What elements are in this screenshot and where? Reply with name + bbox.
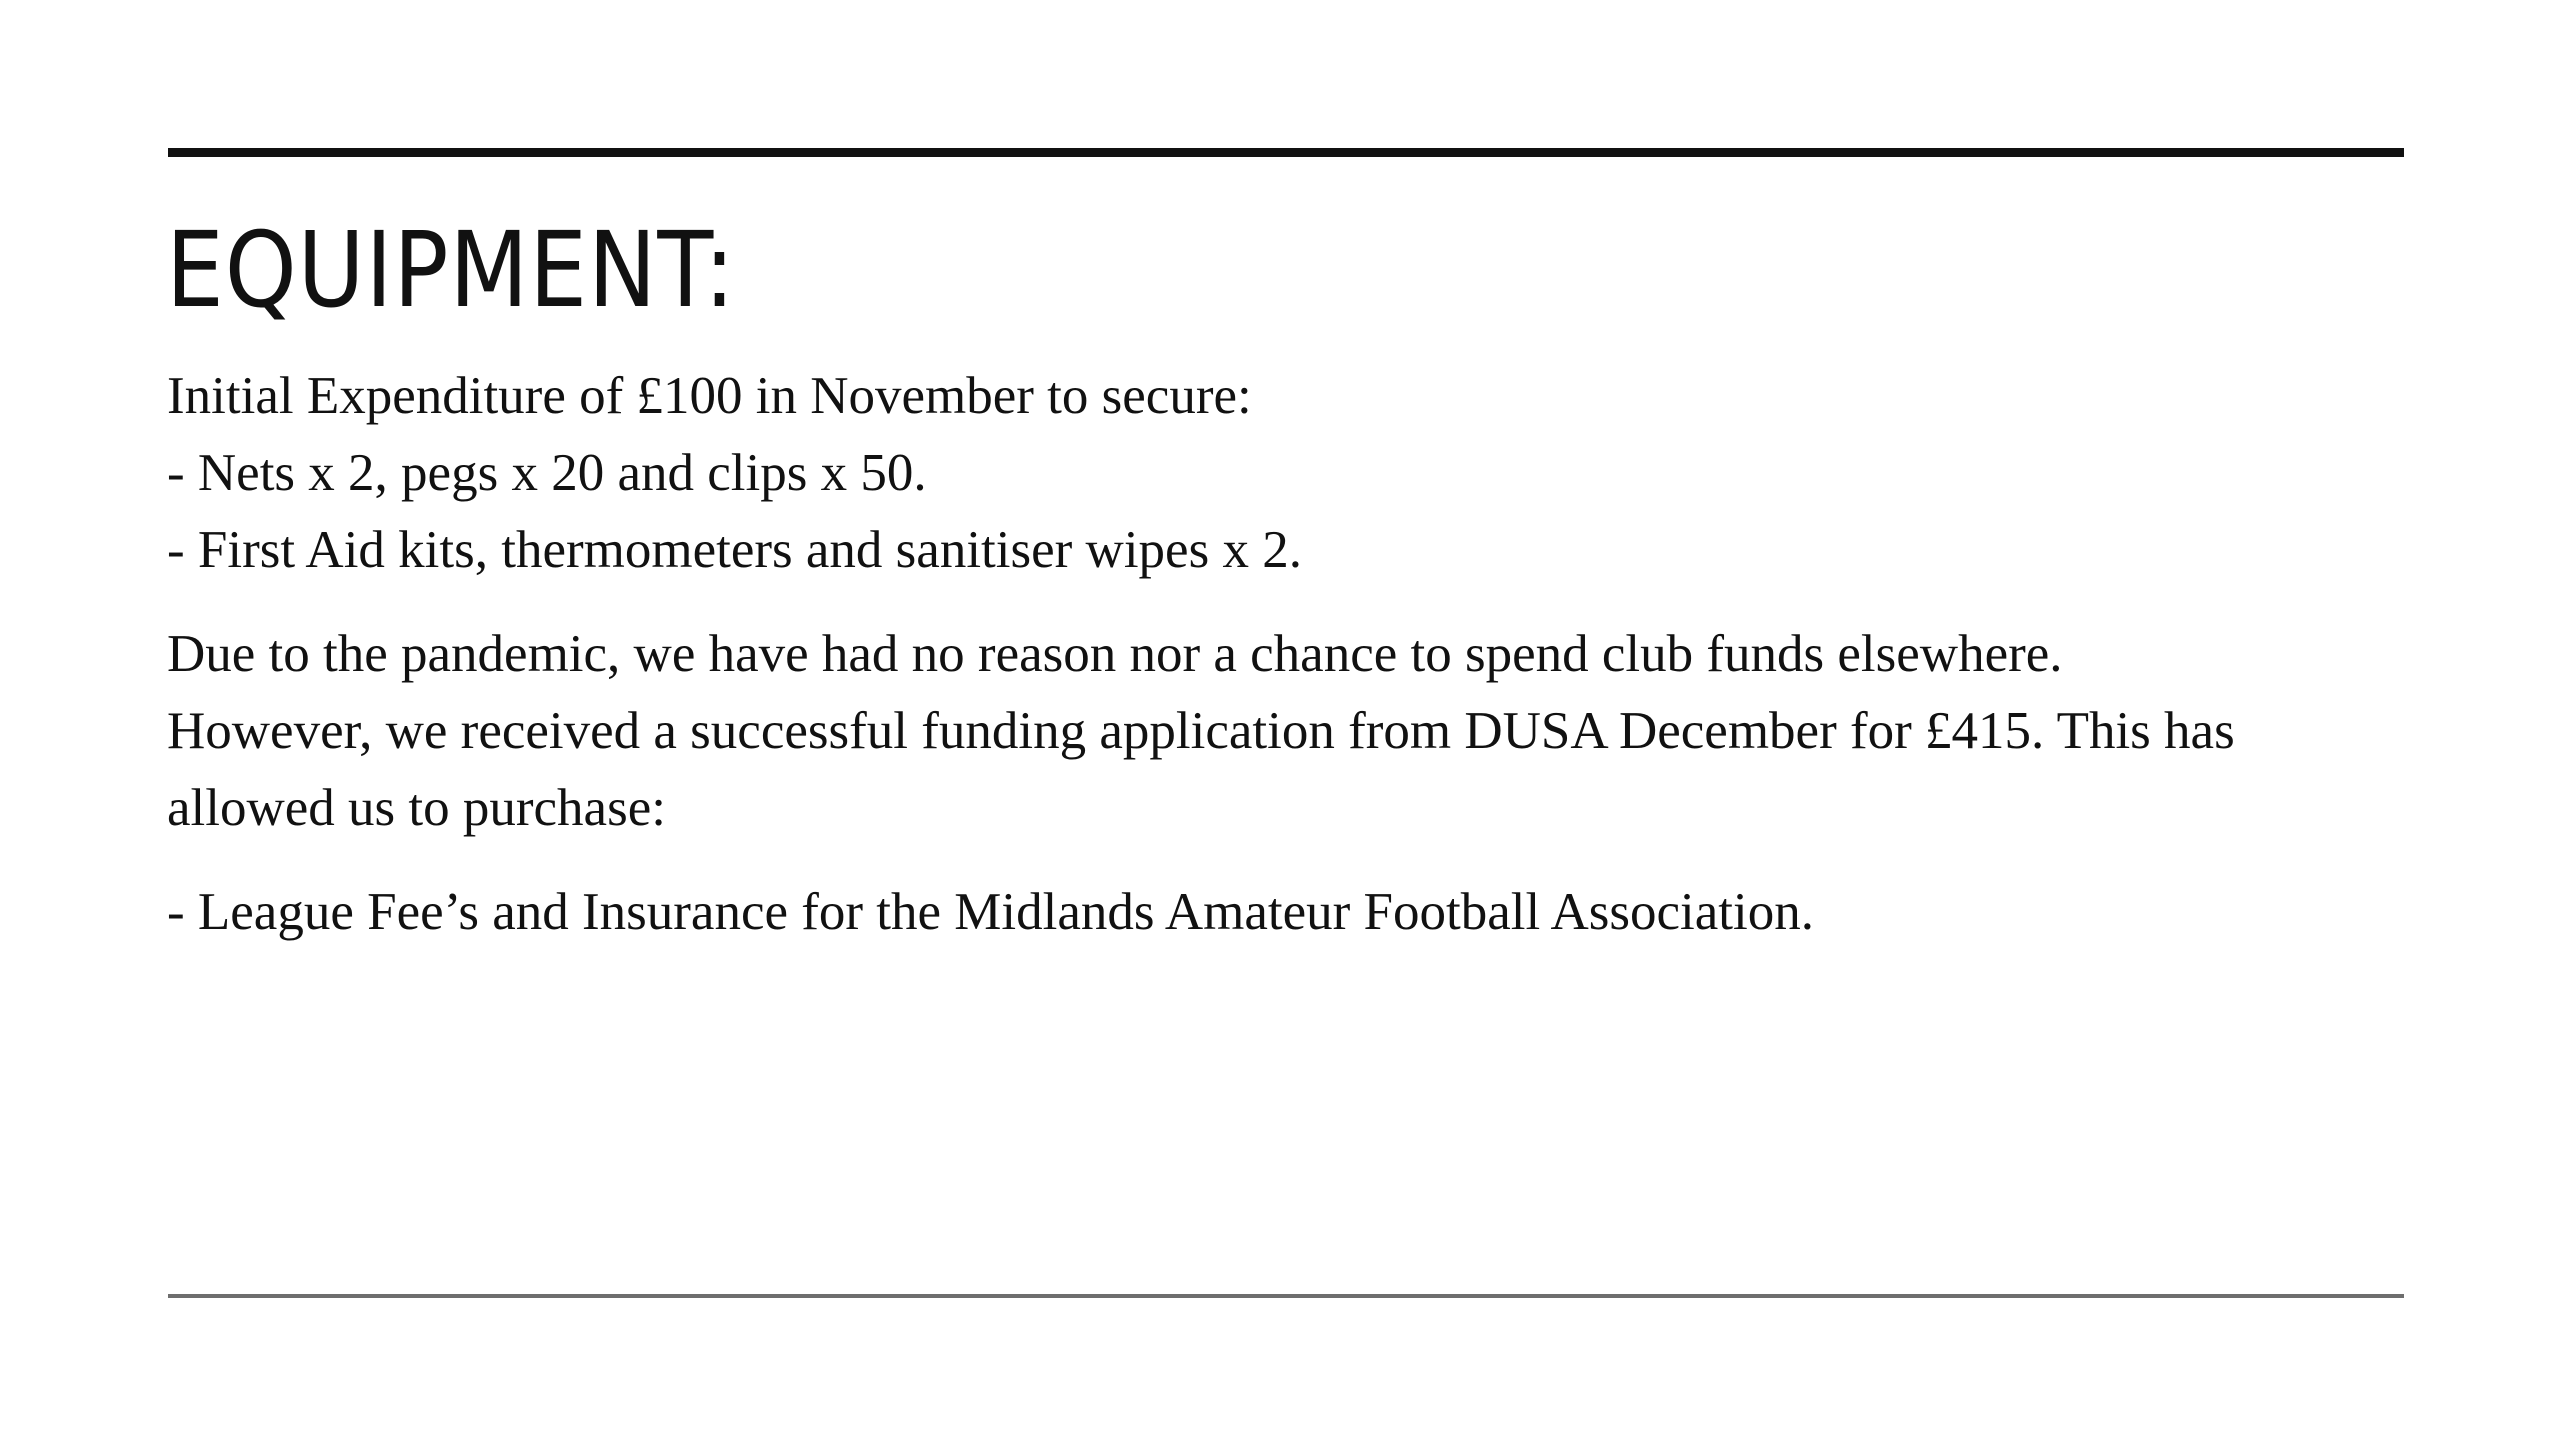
bottom-divider: [168, 1294, 2404, 1298]
paragraph-gap: [167, 847, 2407, 874]
intro-item: - First Aid kits, thermometers and sanitiser wipes x 2.: [167, 521, 1302, 579]
intro-line: Initial Expenditure of £100 in November to secure:: [167, 367, 1252, 425]
slide-title: EQUIPMENT:: [166, 209, 736, 331]
funding-line: However, we received a successful funding application from DUSA December for £415. This has: [167, 702, 2235, 760]
paragraph-gap: [167, 589, 2407, 616]
intro-item: - Nets x 2, pegs x 20 and clips x 50.: [167, 444, 927, 502]
top-divider: [168, 148, 2404, 157]
funding-line: Due to the pandemic, we have had no reason nor a chance to spend club funds elsewhere.: [167, 625, 2063, 683]
purchase-item: - League Fee’s and Insurance for the Midlands Amateur Football Association.: [167, 883, 1815, 941]
slide-body: [167, 358, 2407, 951]
funding-line: allowed us to purchase:: [167, 779, 666, 837]
